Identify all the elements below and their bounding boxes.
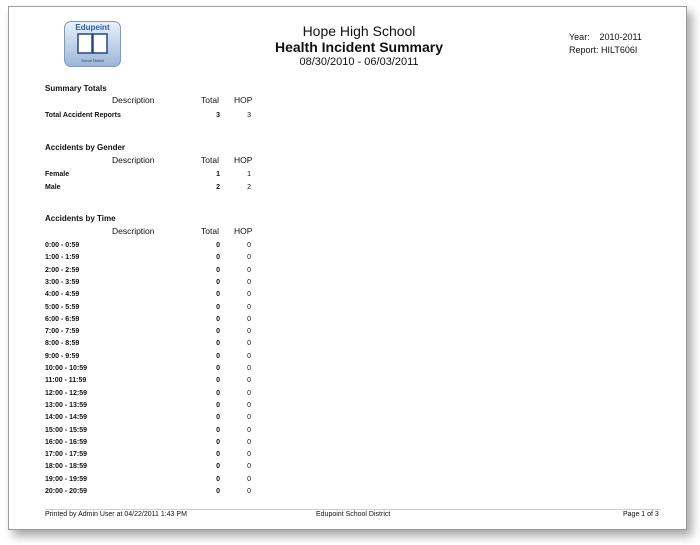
row-total: 0 [216,352,220,360]
row-hop: 0 [247,365,251,372]
time-table-row [9,254,254,265]
row-total: 0 [216,475,220,483]
row-hop: 0 [247,414,251,422]
row-hop: 0 [247,278,251,286]
edupoint-logo [64,21,121,67]
row-total: 0 [216,254,220,262]
time-table-row [9,304,254,315]
page-number: Page 1 of 3 [623,511,659,518]
time-table-row [9,390,254,401]
report-page [8,6,687,530]
gender-section-title: Accidents by Gender [45,143,126,152]
footer-divider [45,509,661,510]
column-header-hop: HOP [234,155,253,165]
row-hop: 0 [247,254,251,262]
school-name: Hope High School [302,23,416,39]
column-header-description: Description [112,95,155,105]
column-header-description: Description [112,155,155,165]
row-description: 0:00 - 0:59 [45,242,80,249]
time-table-row [9,488,254,499]
row-total: 0 [216,328,220,336]
year-value: 2010-2011 [599,32,642,42]
row-hop: 0 [247,463,251,471]
row-total: 0 [216,315,220,323]
row-total: 0 [216,488,220,495]
logo-subtext: School District [81,59,104,63]
time-table-row [9,402,254,413]
time-table-row [9,316,254,327]
row-hop: 0 [247,266,251,274]
summary-section-title: Summary Totals [45,84,107,93]
report-title: Health Incident Summary [274,39,444,55]
row-total: 2 [216,183,220,191]
date-range: 08/30/2010 - 06/03/2011 [299,56,419,68]
row-total: 0 [216,426,220,434]
time-table-row [9,267,254,278]
row-total: 0 [216,303,220,311]
row-description: 11:00 - 11:59 [45,377,87,385]
gender-table-row [9,171,254,182]
column-header-description: Description [112,226,155,236]
row-description: 15:00 - 15:59 [45,426,88,434]
row-description: 13:00 - 13:59 [45,401,88,409]
row-hop: 0 [247,488,251,495]
book-icon [77,33,108,54]
row-description: 7:00 - 7:59 [45,328,80,336]
row-hop: 0 [247,389,251,397]
row-total: 0 [216,463,220,471]
row-hop: 0 [247,352,251,360]
row-hop: 0 [247,438,251,446]
logo-brand-text: Edupeint [75,23,110,32]
column-header-total: Total [201,155,219,165]
row-hop: 0 [247,426,251,434]
row-total: 0 [216,438,220,446]
row-description: 17:00 - 17:59 [45,451,88,459]
row-total: 0 [216,242,220,249]
row-total: 0 [216,291,220,299]
row-total: 0 [216,365,220,372]
row-description: 2:00 - 2:59 [45,266,80,274]
row-total: 3 [216,112,220,119]
row-total: 0 [216,451,220,459]
row-description: 6:00 - 6:59 [45,315,80,323]
time-table-row [9,377,254,388]
summary-table-row [9,112,254,123]
time-column-header [9,226,254,237]
time-table-row [9,328,254,339]
gender-table-row [9,184,254,195]
time-table-row [9,340,254,351]
row-total: 0 [216,278,220,286]
column-header-total: Total [201,226,219,236]
row-description: 1:00 - 1:59 [45,254,80,262]
row-hop: 0 [247,315,251,323]
time-section-title: Accidents by Time [45,214,116,223]
time-table-row [9,365,254,376]
row-description: Male [45,183,61,191]
time-table-row [9,427,254,438]
row-hop: 0 [247,291,251,299]
row-hop: 0 [247,377,251,385]
row-total: 0 [216,401,220,409]
row-description: Female [45,171,70,178]
row-total: 0 [216,266,220,274]
row-description: 3:00 - 3:59 [45,278,80,286]
row-description: 10:00 - 10:59 [45,365,88,372]
row-total: 1 [216,171,220,178]
row-description: 14:00 - 14:59 [45,414,88,422]
time-table-row [9,242,254,253]
row-description: 19:00 - 19:59 [45,475,88,483]
time-table-row [9,476,254,487]
row-description: Total Accident Reports [45,112,121,119]
row-hop: 3 [247,112,251,119]
row-total: 0 [216,414,220,422]
row-description: 8:00 - 8:59 [45,340,80,348]
column-header-total: Total [201,95,219,105]
time-table-row [9,451,254,462]
row-hop: 0 [247,475,251,483]
gender-column-header [9,155,254,166]
row-description: 16:00 - 16:59 [45,438,88,446]
row-hop: 0 [247,328,251,336]
time-table-row [9,291,254,302]
year-label: Year: [569,32,590,42]
row-hop: 0 [247,340,251,348]
time-table-row [9,463,254,474]
column-header-hop: HOP [234,95,253,105]
district-name: Edupoint School District [316,511,391,518]
row-total: 0 [216,389,220,397]
report-meta [569,31,642,57]
time-table-row [9,353,254,364]
row-description: 12:00 - 12:59 [45,389,88,397]
row-total: 0 [216,377,220,385]
row-hop: 0 [247,401,251,409]
printed-by: Printed by Admin User at 04/22/2011 1:43 PM [45,511,187,518]
row-total: 0 [216,340,220,348]
report-label: Report: [569,45,599,55]
row-description: 20:00 - 20:59 [45,488,88,495]
row-description: 5:00 - 5:59 [45,303,80,311]
time-table-row [9,279,254,290]
report-id: HILT606I [601,45,638,55]
row-hop: 0 [247,242,251,249]
row-hop: 0 [247,303,251,311]
row-hop: 1 [247,171,251,178]
row-hop: 0 [247,451,251,459]
summary-column-header [9,95,254,106]
row-description: 9:00 - 9:59 [45,352,80,360]
time-table-row [9,439,254,450]
row-hop: 2 [247,183,251,191]
row-description: 18:00 - 18:59 [45,463,88,471]
report-header [209,23,509,69]
row-description: 4:00 - 4:59 [45,291,80,299]
time-table-row [9,414,254,425]
column-header-hop: HOP [234,226,253,236]
